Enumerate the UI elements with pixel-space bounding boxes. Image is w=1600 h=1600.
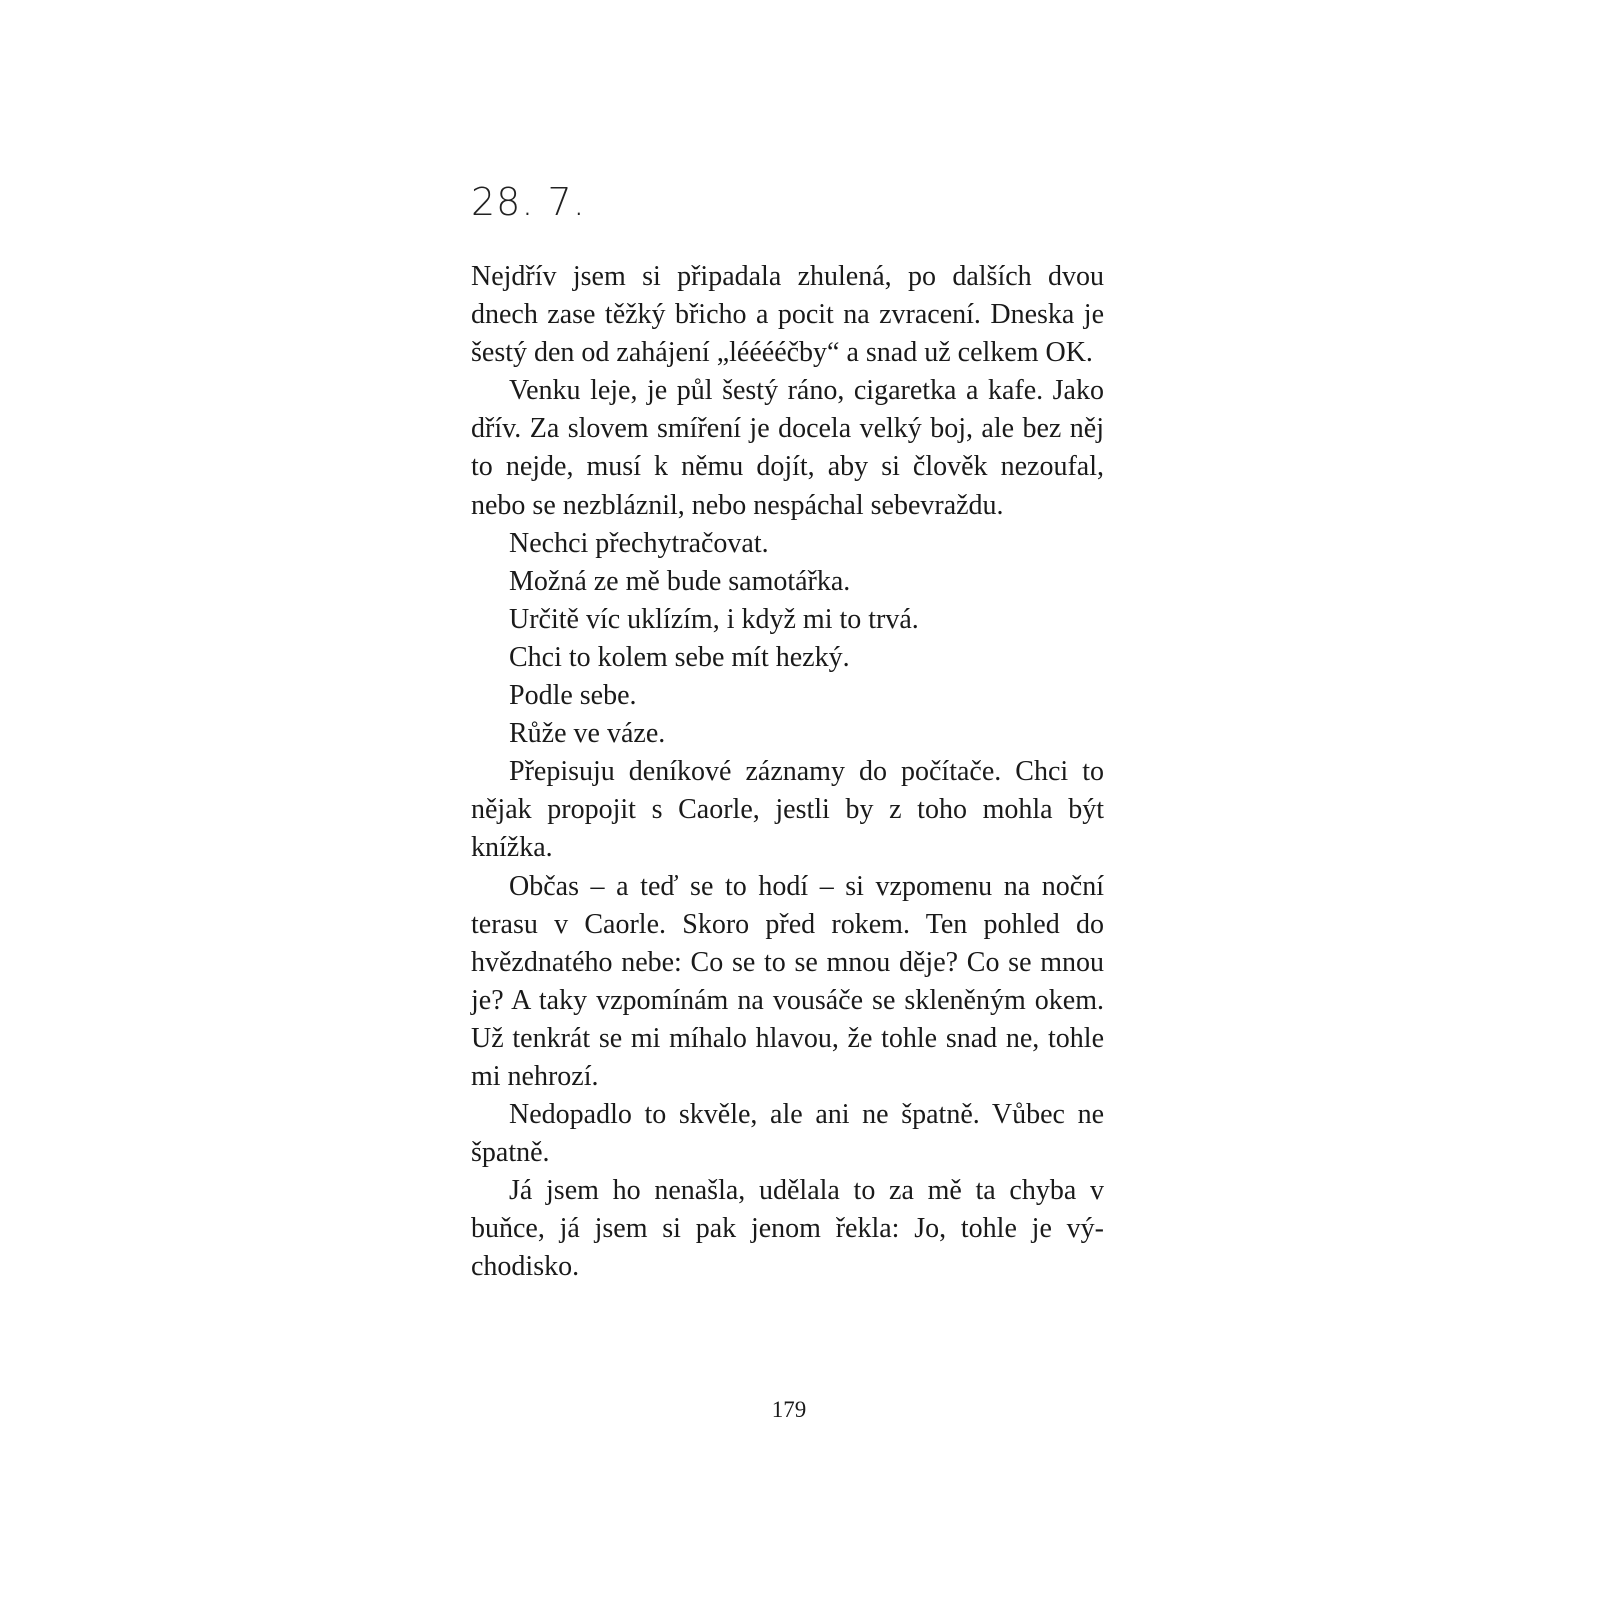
paragraph: Venku leje, je půl šestý ráno, cigaretka a kafe. Jako dřív. Za slovem smíření je docela velký boj, ale bez něj to nejde, musí k němu dojít, aby si člověk nezoufal, nebo se nezbláznil, nebo nespáchal sebevraždu. bbox=[471, 375, 1104, 521]
chapter-date-heading: 28. 7. bbox=[471, 180, 586, 224]
page-number: 179 bbox=[771, 1397, 807, 1422]
paragraph: Já jsem ho nenašla, udělala to za mě ta chyba v buňce, já jsem si pak jenom řekla: Jo, tohle je východisko. bbox=[471, 1175, 1104, 1283]
body-text bbox=[471, 258, 1104, 1287]
paragraph: Přepisuju deníkové záznamy do počítače. Chci to nějak propojit s Caorle, jestli by z toho mohla být knížka. bbox=[471, 756, 1104, 864]
paragraph: Podle sebe. bbox=[509, 680, 637, 712]
paragraph: Občas – a teď se to hodí – si vzpomenu na noční terasu v Caorle. Skoro před rokem. Ten pohled do hvězdnatého nebe: Co se to se mnou děje? Co se mnou je? A taky vzpomínám na vousáče se skleněným okem. Už tenkrát se mi míhalo hlavou, že tohle snad ne, tohle mi nehrozí. bbox=[471, 870, 1104, 1092]
paragraph: Růže ve váze. bbox=[509, 718, 666, 750]
paragraph: Určitě víc uklízím, i když mi to trvá. bbox=[509, 603, 919, 635]
paragraph: Nejdřív jsem si připadala zhulená, po dalších dvou dnech zase těžký břicho a pocit na zvracení. Dneska je šestý den od zahájení „lééééčby“ a snad už celkem OK. bbox=[471, 261, 1104, 369]
paragraph: Nedopadlo to skvěle, ale ani ne špatně. Vůbec ne špatně. bbox=[471, 1099, 1104, 1169]
paragraph: Možná ze mě bude samotářka. bbox=[509, 565, 851, 597]
paragraph: Chci to kolem sebe mít hezký. bbox=[509, 641, 850, 673]
paragraph: Nechci přechytračovat. bbox=[509, 527, 769, 559]
